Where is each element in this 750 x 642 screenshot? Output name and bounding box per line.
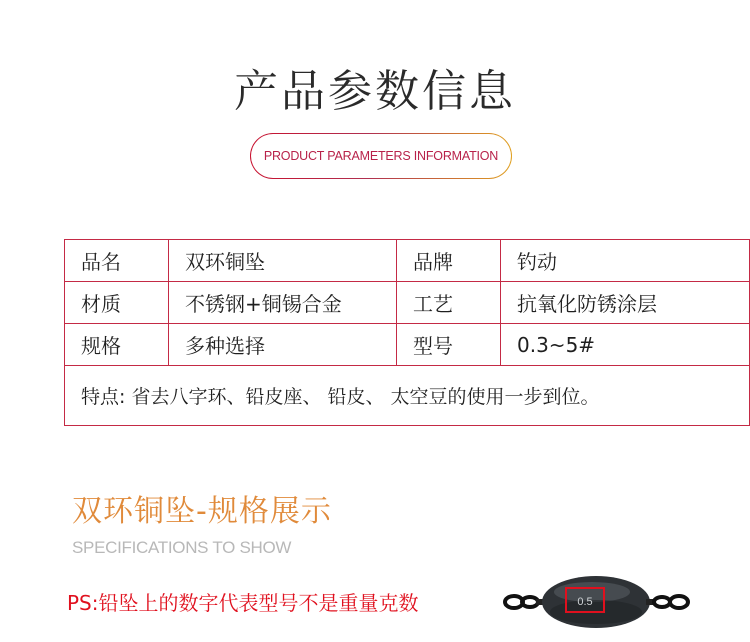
param-label: 品牌 xyxy=(397,240,501,282)
param-value: 钓动 xyxy=(501,240,750,282)
subtitle-pill-text: PRODUCT PARAMETERS INFORMATION xyxy=(263,149,499,163)
param-value: 多种选择 xyxy=(169,324,397,366)
param-label: 品名 xyxy=(65,240,169,282)
param-value: 双环铜坠 xyxy=(169,240,397,282)
table-row-feature xyxy=(65,366,750,426)
page-title: 产品参数信息 xyxy=(234,66,516,117)
param-label: 规格 xyxy=(65,324,169,366)
subtitle-pill xyxy=(250,133,512,179)
table-row xyxy=(65,324,750,366)
param-label: 型号 xyxy=(397,324,501,366)
param-value: 0.3~5# xyxy=(501,324,750,366)
parameters-table xyxy=(64,239,750,426)
param-value: 不锈钢+铜锡合金 xyxy=(169,282,397,324)
ps-note: PS:铅坠上的数字代表型号不是重量克数 xyxy=(67,591,419,615)
sinker-size-label: 0.5 xyxy=(577,596,593,608)
table-row xyxy=(65,282,750,324)
param-value: 抗氧化防锈涂层 xyxy=(501,282,750,324)
sinker-product-image xyxy=(500,566,696,636)
table-row xyxy=(65,240,750,282)
param-label: 材质 xyxy=(65,282,169,324)
feature-text: 特点: 省去八字环、铅皮座、 铅皮、 太空豆的使用一步到位。 xyxy=(65,366,750,426)
spec-section-title: 双环铜坠-规格展示 xyxy=(72,494,332,529)
param-label: 工艺 xyxy=(397,282,501,324)
spec-section-subtitle: SPECIFICATIONS TO SHOW xyxy=(72,538,292,557)
